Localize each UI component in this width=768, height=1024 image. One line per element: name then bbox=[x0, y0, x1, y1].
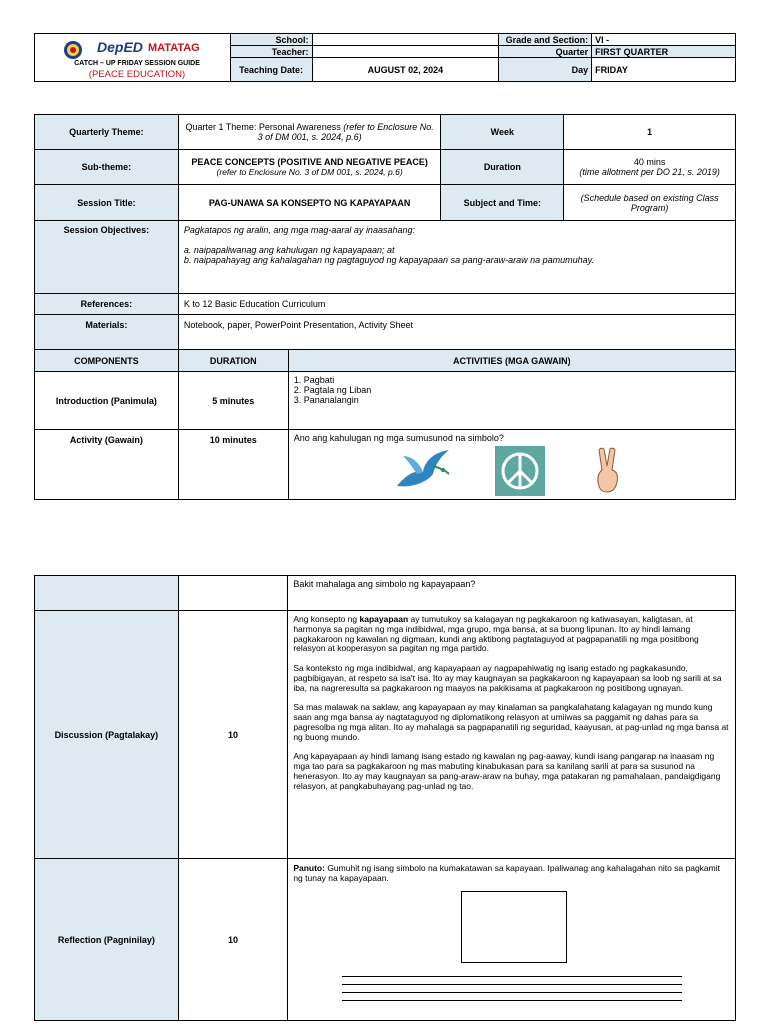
deped-logo: DepED bbox=[97, 39, 143, 55]
duration-label: Duration bbox=[441, 150, 564, 185]
paragraph: Ang kapayapaan ay hindi lamang isang estado ng kawalan ng pag-aaway, kundi isang pangarap na inaasam ng mga tao para sa pagkakaroon ng mas mabuting kinabukasan para sa kanilang sarili at para sa susunod na henerasyon. Ito ay may kaugnayan sa pang-araw-araw na buhay, mga patakaran ng pamahalaan, pandaigdigang relasyon, at pangkabuhayang pag-unlad ng tao. bbox=[293, 751, 721, 791]
date-label: Teaching Date: bbox=[230, 58, 312, 82]
answer-line[interactable] bbox=[342, 993, 682, 1001]
answer-line[interactable] bbox=[342, 977, 682, 985]
logo-cell bbox=[35, 34, 231, 82]
objectives-value: Pagkatapos ng aralin, ang mga mag-aaral ay inaasahang: a. naipapaliwanag ang kahulugan ng kapayapaan; at b. naipapahayag ang kahalagahan ng pagtaguyod ng kapayapaan sa pang-araw-araw na pamumuhay. bbox=[178, 221, 735, 294]
references-label: References: bbox=[35, 294, 179, 315]
blank-cell bbox=[35, 576, 179, 611]
objectives-label: Session Objectives: bbox=[35, 221, 179, 294]
discussion-content bbox=[288, 611, 736, 859]
references-value: K to 12 Basic Education Curriculum bbox=[178, 294, 735, 315]
quarter-label: Quarter bbox=[499, 46, 592, 58]
session-value: PAG-UNAWA SA KONSEPTO NG KAPAYAPAAN bbox=[178, 185, 441, 221]
duration-value: 40 mins (time allotment per DO 21, s. 2019) bbox=[564, 150, 736, 185]
page2-table bbox=[34, 575, 736, 1021]
intro-duration: 5 minutes bbox=[178, 372, 288, 430]
subtheme-label: Sub-theme: bbox=[35, 150, 179, 185]
quarter-value[interactable]: FIRST QUARTER bbox=[592, 46, 736, 58]
theme-value: Quarter 1 Theme: Personal Awareness (refer to Enclosure No. 3 of DM 001, s. 2024, p.6) bbox=[178, 115, 441, 150]
blank-cell bbox=[178, 576, 288, 611]
subject-value: (Schedule based on existing Class Program) bbox=[564, 185, 736, 221]
guide-title: CATCH – UP FRIDAY SESSION GUIDE bbox=[74, 60, 200, 67]
activity-content: Ano ang kahulugan ng mga sumusunod na simbolo? bbox=[288, 430, 735, 500]
session-label: Session Title: bbox=[35, 185, 179, 221]
teacher-label: Teacher: bbox=[230, 46, 312, 58]
discussion-duration: 10 bbox=[178, 611, 288, 859]
week-label: Week bbox=[441, 115, 564, 150]
teacher-value[interactable] bbox=[312, 46, 499, 58]
week-value: 1 bbox=[564, 115, 736, 150]
activity-label: Activity (Gawain) bbox=[35, 430, 179, 500]
subject-label: Subject and Time: bbox=[441, 185, 564, 221]
drawing-box[interactable] bbox=[461, 891, 567, 963]
paragraph: Sa mas malawak na saklaw, ang kapayapaan ay may kinalaman sa pangkalahatang kalagayan ng mundo kung saan ang mga bansa ay nagtataguyod ng diplomatikong relasyon at umiiwas sa paggamit ng dahas para sa pagresolba ng mga alitan. Ito ay mahalaga sa pagpapanatili ng seguridad, kaayusan, at pag-unlad ng mga bansa at ng buong mundo. bbox=[293, 702, 729, 742]
col-components: COMPONENTS bbox=[35, 350, 179, 372]
intro-label: Introduction (Panimula) bbox=[35, 372, 179, 430]
list-item: 3. Pananalangin bbox=[293, 395, 359, 405]
materials-label: Materials: bbox=[35, 315, 179, 350]
answer-line[interactable] bbox=[342, 985, 682, 993]
subject-title: (PEACE EDUCATION) bbox=[88, 69, 186, 80]
matatag-logo: MATATAG bbox=[148, 42, 200, 54]
dove-icon bbox=[393, 446, 453, 494]
date-value[interactable]: AUGUST 02, 2024 bbox=[312, 58, 499, 82]
header-table bbox=[34, 33, 736, 82]
list-item: 2. Pagtala ng Liban bbox=[293, 385, 372, 395]
col-duration: DURATION bbox=[178, 350, 288, 372]
school-label: School: bbox=[230, 34, 312, 46]
deped-seal-icon bbox=[63, 40, 83, 60]
list-item: 1. Pagbati bbox=[293, 375, 335, 385]
day-value[interactable]: FRIDAY bbox=[592, 58, 736, 82]
reflection-duration: 10 bbox=[178, 859, 288, 1021]
grade-value[interactable]: VI - bbox=[592, 34, 736, 46]
reflection-label: Reflection (Pagninilay) bbox=[35, 859, 179, 1021]
theme-label: Quarterly Theme: bbox=[35, 115, 179, 150]
day-label: Day bbox=[499, 58, 592, 82]
answer-line[interactable] bbox=[342, 969, 682, 977]
school-value[interactable] bbox=[312, 34, 499, 46]
reflection-content: Panuto: Gumuhit ng isang simbolo na kumakatawan sa kapayaan. Ipaliwanag ang kahalagahan nito sa pagkamit ng tunay na kapayapaan. bbox=[288, 859, 736, 1021]
grade-label: Grade and Section: bbox=[499, 34, 592, 46]
peace-hand-icon bbox=[593, 446, 623, 494]
subtheme-value: PEACE CONCEPTS (POSITIVE AND NEGATIVE PEACE) (refer to Enclosure No. 3 of DM 001, s. 2024, p.6) bbox=[178, 150, 441, 185]
paragraph: Ang konsepto ng kapayapaan ay tumutukoy sa kalagayan ng pagkakaroon ng katiwasayan, kaligtasan, at harmonya sa pagitan ng mga indibidwal, mga grupo, mga bansa, at sa buong lipunan. Ito ay hindi lamang pagkakaroon ng kawalan ng digmaan, kundi ang aktibong pagtataguyod at pagpapanatili ng mga positibong relasyon at kooperasyon sa pagitan ng mga partido. bbox=[293, 614, 699, 654]
question-cell: Bakit mahalaga ang simbolo ng kapayapaan? bbox=[288, 576, 736, 611]
intro-activities bbox=[288, 372, 735, 430]
session-table bbox=[34, 114, 736, 500]
paragraph: Sa konteksto ng mga indibidwal, ang kapayapaan ay nagpapahiwatig ng isang estado ng pagkakasundo, pagbibigayan, at respeto sa isa't isa. Ito ay may kaugnayan sa pagkakaroon ng kapayapaan sa loob ng sarili at sa iba, na nagreresulta sa pagkakaroon ng maayos na pakikisama at pagkakaroon ng positibong ugnayan. bbox=[293, 663, 722, 693]
peace-sign-icon bbox=[495, 446, 545, 496]
discussion-label: Discussion (Pagtalakay) bbox=[35, 611, 179, 859]
materials-value: Notebook, paper, PowerPoint Presentation, Activity Sheet bbox=[178, 315, 735, 350]
activity-duration: 10 minutes bbox=[178, 430, 288, 500]
col-activities: ACTIVITIES (MGA GAWAIN) bbox=[288, 350, 735, 372]
